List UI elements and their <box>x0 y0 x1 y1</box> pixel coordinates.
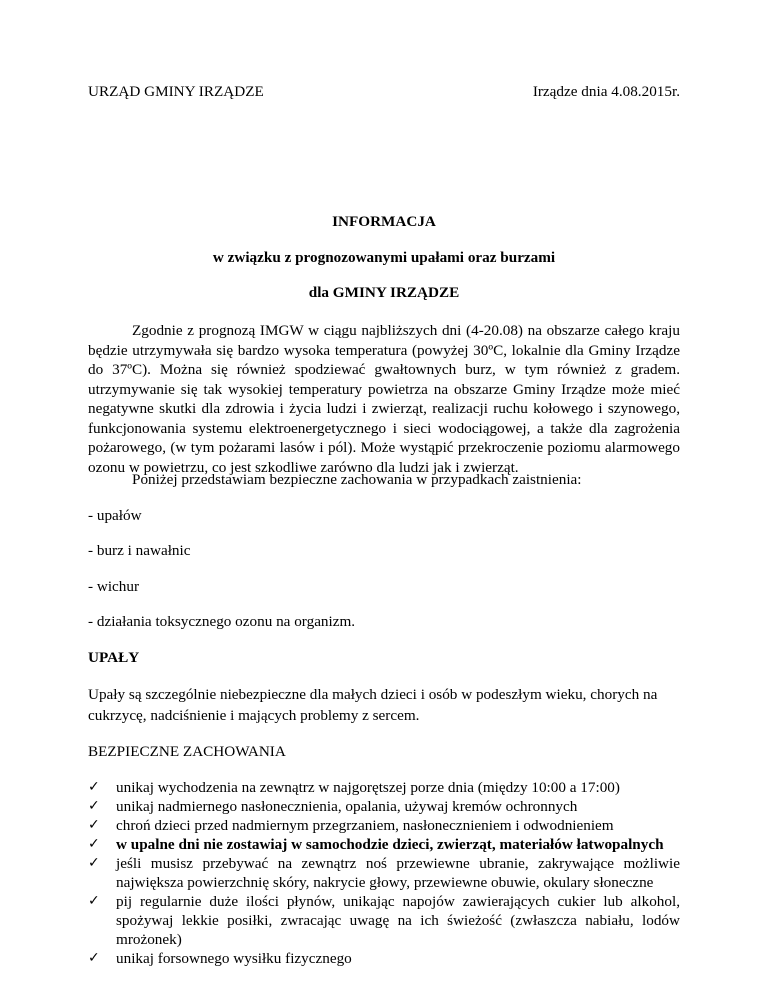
checkmark-icon: ✓ <box>88 855 100 871</box>
section-subtitle: BEZPIECZNE ZACHOWANIA <box>88 743 286 760</box>
section-description: Upały są szczególnie niebezpieczne dla małych dzieci i osób w podeszłym wieku, chorych na cukrzycę, nadciśnienie i mających problemy z sercem. <box>88 686 658 724</box>
safety-tips-list <box>88 778 680 968</box>
checkmark-icon: ✓ <box>88 779 100 795</box>
case-item: - wichur <box>88 578 140 595</box>
checkmark-icon: ✓ <box>88 798 100 814</box>
list-item: ✓ unikaj forsownego wysiłku fizycznego <box>88 950 352 967</box>
checkmark-icon: ✓ <box>88 836 100 852</box>
list-item: ✓ unikaj wychodzenia na zewnątrz w najgorętszej porze dnia (między 10:00 a 17:00) <box>88 779 620 796</box>
checkmark-icon: ✓ <box>88 893 100 909</box>
lead-paragraph: Poniżej przedstawiam bezpieczne zachowania w przypadkach zaistnienia: <box>132 471 582 488</box>
checkmark-icon: ✓ <box>88 817 100 833</box>
list-item: ✓ w upalne dni nie zostawiaj w samochodzie dzieci, zwierząt, materiałów łatwopalnych <box>88 836 664 853</box>
list-item: ✓ chroń dzieci przed nadmiernym przegrzaniem, nasłonecznieniem i odwodnieniem <box>88 817 614 834</box>
intro-paragraph: Zgodnie z prognozą IMGW w ciągu najbliższych dni (4-20.08) na obszarze całego kraju będzie utrzymywała się bardzo wysoka temperatura (powyżej 30ºC, lokalnie dla Gminy Irządze do 37ºC). Można się również spodziewać gwałtownych burz, w tym również z gradem. utrzymywanie się tak wysokiej temperatury powietrza na obszarze Gminy Irządze może mieć negatywne skutki dla zdrowia i życia ludzi i zwierząt, realizacji ruchu kołowego i szynowego, funkcjonowania systemu elektroenergetycznego i sieci wodociągowej, a także dla zagrożenia pożarowego, (w tym pożarami lasów i pól). Może wystąpić przekroczenie poziomu alarmowego ozonu w powietrzu, co jest szkodliwe zarówno dla ludzi jak i zwierząt. <box>88 322 680 476</box>
case-item: - upałów <box>88 507 142 524</box>
case-item: - burz i nawałnic <box>88 542 191 559</box>
document-title: INFORMACJA <box>332 213 436 230</box>
case-item: - działania toksycznego ozonu na organizm. <box>88 613 356 630</box>
document-subtitle: w związku z prognozowanymi upałami oraz burzami <box>212 249 556 266</box>
list-item: ✓ unikaj nadmiernego nasłonecznienia, opalania, używaj kremów ochronnych <box>88 798 578 815</box>
checkmark-icon: ✓ <box>88 950 100 966</box>
issuer: URZĄD GMINY IRZĄDZE <box>88 83 264 100</box>
section-title: UPAŁY <box>88 649 140 666</box>
list-item: ✓ jeśli musisz przebywać na zewnątrz noś przewiewne ubranie, zakrywające możliwie największa powierzchnię skóry, nakrycie głowy, przewiewne obuwie, okulary słoneczne <box>88 855 680 891</box>
date-line: Irządze dnia 4.08.2015r. <box>532 83 680 100</box>
document-subtitle-gmina: dla GMINY IRZĄDZE <box>308 284 460 301</box>
list-item: ✓ pij regularnie duże ilości płynów, unikając napojów zawierających cukier lub alkohol, spożywaj lekkie posiłki, zwracając uwagę na ich świeżość (zwłaszcza nabiału, lodów mrożonek) <box>88 893 680 948</box>
